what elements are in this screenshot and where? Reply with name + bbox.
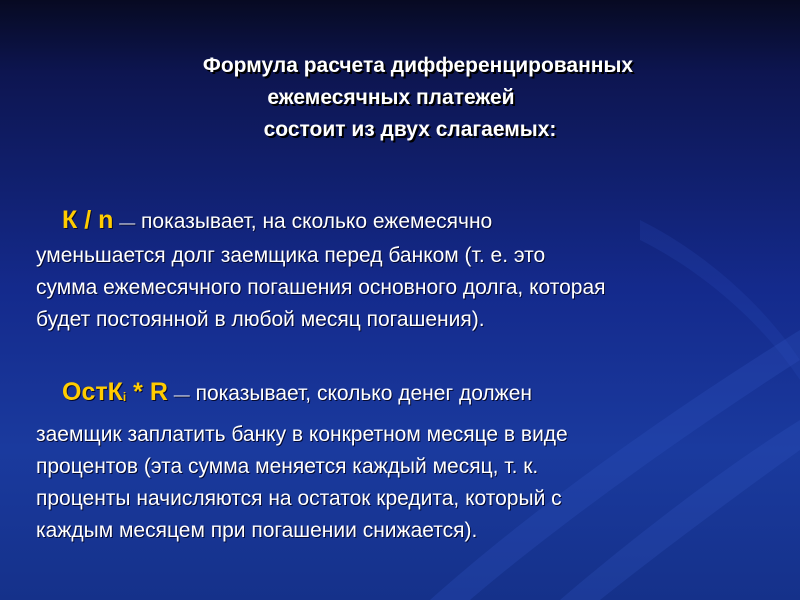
title-line-2: ежемесячных платежей — [267, 86, 515, 109]
paragraph-k-n — [36, 204, 796, 336]
slide-title — [0, 50, 800, 146]
dash: — — [173, 387, 190, 404]
text-line: заемщик заплатить банку в конкретном месяце в виде — [36, 423, 568, 446]
term-k-n: К / n — [62, 206, 114, 234]
text-line: проценты начисляются на остаток кредита, который с — [36, 487, 562, 510]
text-line: показывает, сколько денег должен — [189, 382, 532, 405]
text-line: уменьшается долг заемщика перед банком (т. е. это — [36, 244, 546, 267]
text-line: процентов (эта сумма меняется каждый месяц, т. к. — [36, 455, 539, 478]
text-line: будет постоянной в любой месяц погашения). — [36, 308, 485, 331]
title-line-1: Формула расчета дифференцированных — [202, 54, 634, 77]
text-line: показывает, на сколько ежемесячно — [135, 210, 493, 233]
dash: — — [119, 215, 136, 232]
paragraph-ostk-r-line-1 — [36, 372, 796, 417]
term-subscript-i: i — [122, 390, 127, 404]
paragraph-ostk-r — [36, 372, 796, 547]
term-ostk-r — [62, 378, 168, 406]
text-line: каждым месяцем при погашении снижается). — [36, 519, 478, 542]
term-ostk: ОстК — [62, 378, 123, 406]
paragraph-k-n-line-1 — [36, 204, 796, 240]
term-r: * R — [126, 378, 168, 406]
text-line: сумма ежемесячного погашения основного долга, которая — [36, 276, 606, 299]
title-line-3: состоит из двух слагаемых: — [263, 118, 557, 141]
